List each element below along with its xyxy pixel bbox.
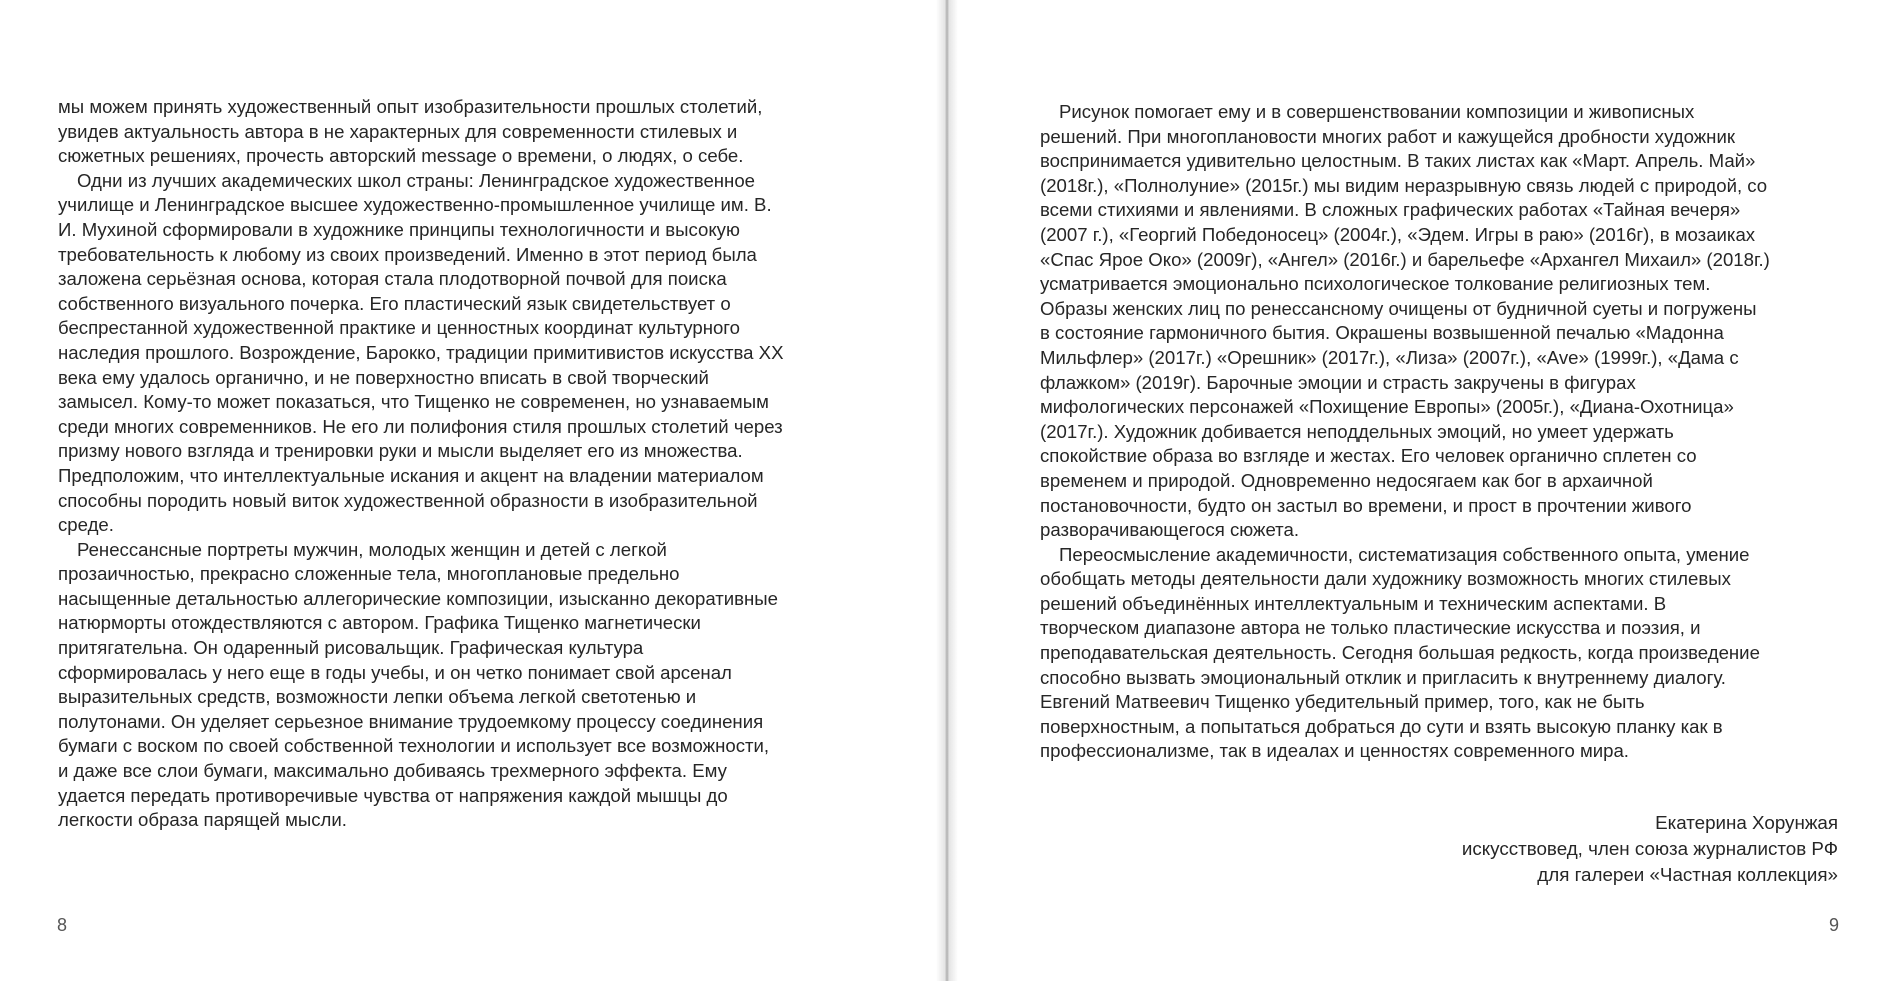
right-text-line: Рисунок помогает ему и в совершенствовании композиции и живописных: [1059, 101, 1695, 122]
right-text-line: постановочности, будто он застыл во времени, и прост в прочтении живого: [1040, 494, 1692, 516]
signature-block: [1278, 810, 1838, 888]
left-text-line: призму нового взгляда и тренировки руки и мысли выделяет его из множества.: [58, 440, 743, 462]
left-text-line: притягательна. Он одаренный рисовальщик. Графическая культура: [58, 637, 644, 659]
left-text-line: увидев актуальность автора в не характерных для современности стилевых и: [58, 120, 738, 142]
left-text-line: требовательность к любому из своих произведений. Именно в этот период была: [58, 243, 757, 265]
right-text-line: способно вызвать эмоциональный отклик и пригласить к внутреннему диалогу.: [1040, 666, 1726, 688]
right-page-text: [1040, 100, 1850, 764]
right-text-line: мифологических персонажей «Похищение Европы» (2005г.), «Диана-Охотница»: [1040, 396, 1734, 418]
page-number-right: 9: [1829, 915, 1840, 935]
right-text-line: (2017г.). Художник добивается неподдельных эмоций, но умеет удержать: [1040, 420, 1674, 442]
left-text-line: наследия прошлого. Возрождение, Барокко, традиции примитивистов искусства XX: [58, 341, 784, 363]
right-text-line: творческом диапазоне автора не только пластические искусства и поэзия, и: [1040, 617, 1701, 639]
right-text-line: решений объединённых интеллектуальным и техническим аспектами. В: [1040, 592, 1667, 614]
right-text-line: в состояние гармоничного бытия. Окрашены возвышенной печалью «Мадонна: [1040, 322, 1724, 344]
left-text-line: заложена серьёзная основа, которая стала плодотворной почвой для поиска: [58, 268, 727, 290]
author-affiliation: для галереи «Частная коллекция»: [1537, 864, 1838, 885]
left-text-line: сформировалась у него еще в годы учебы, и он четко понимает свой арсенал: [58, 661, 732, 683]
left-text-line: выразительных средств, возможности лепки объема легкой светотенью и: [58, 686, 697, 708]
left-text-line: Ренессансные портреты мужчин, молодых женщин и детей с легкой: [77, 538, 667, 560]
left-page: [0, 0, 946, 981]
right-text-line: решений. При многоплановости многих работ и кажущейся дробности художник: [1040, 125, 1735, 147]
right-text-line: Евгений Матвеевич Тищенко убедительный пример, того, как не быть: [1040, 691, 1645, 713]
left-text-line: века ему удалось органично, и не поверхностно вписать в свой творческий: [58, 366, 709, 388]
right-text-line: Образы женских лиц по ренессансному очищены от будничной суеты и погружены: [1040, 297, 1757, 319]
right-text-line: временем и природой. Одновременно недосягаем как бог в архаичной: [1040, 469, 1653, 491]
left-text-line: Одни из лучших академических школ страны: Ленинградское художественное: [77, 169, 756, 191]
left-text-line: среди многих современников. Не его ли полифония стиля прошлых столетий через: [58, 415, 783, 437]
right-text-line: преподавательская деятельность. Сегодня большая редкость, когда произведение: [1040, 642, 1760, 664]
left-text-line: И. Мухиной сформировали в художнике принципы технологичности и высокую: [58, 218, 740, 240]
left-text-line: среде.: [58, 514, 114, 536]
right-text-line: (2007 г.), «Георгий Победоносец» (2004г.), «Эдем. Игры в раю» (2016г), в мозаиках: [1040, 223, 1756, 245]
left-text-line: удается передать противоречивые чувства от напряжения каждой мышцы до: [58, 784, 728, 806]
left-text-line: сюжетных решениях, прочесть авторский message о времени, о людях, о себе.: [58, 145, 744, 167]
right-text-line: воспринимается удивительно целостным. В таких листах как «Март. Апрель. Май»: [1040, 150, 1756, 172]
left-text-line: Предположим, что интеллектуальные искания и акцент на владении материалом: [58, 464, 764, 486]
right-text-line: флажком» (2019г). Барочные эмоции и страсть закручены в фигурах: [1040, 371, 1636, 393]
right-text-line: (2018г.), «Полнолуние» (2015г.) мы видим неразрывную связь людей с природой, со: [1040, 174, 1768, 196]
right-text-line: спокойствие образа во взгляде и жестах. Его человек органично сплетен со: [1040, 445, 1697, 467]
right-text-line: поверхностным, а попытаться добраться до сути и взять высокую планку как в: [1040, 715, 1723, 737]
left-page-text: [58, 95, 858, 833]
left-text-line: способны породить новый виток художественной образности в изобразительной: [58, 489, 758, 511]
left-text-line: беспрестанной художественной практике и ценностных координат культурного: [58, 317, 741, 339]
left-text-line: полутонами. Он уделяет серьезное внимание трудоемкому процессу соединения: [58, 710, 764, 732]
book-gutter: [936, 0, 958, 981]
author-name: Екатерина Хорунжая: [1655, 812, 1838, 833]
right-text-line: профессионализме, так в идеалах и ценностях современного мира.: [1040, 740, 1629, 762]
left-text-line: замысел. Кому-то может показаться, что Тищенко не современен, но узнаваемым: [58, 391, 769, 413]
right-text-line: «Спас Ярое Око» (2009г), «Ангел» (2016г.) и барельефе «Архангел Михаил» (2018г.): [1040, 248, 1770, 270]
page-number-left: 8: [57, 915, 68, 935]
left-text-line: натюрморты отождествляются с автором. Графика Тищенко магнетически: [58, 612, 701, 634]
left-text-line: мы можем принять художественный опыт изобразительности прошлых столетий,: [58, 96, 763, 117]
right-text-line: обобщать методы деятельности дали художнику возможность многих стилевых: [1040, 568, 1731, 590]
left-text-line: насыщенные детальностью аллегорические композиции, изысканно декоративные: [58, 587, 778, 609]
right-text-line: усматривается эмоционально психологическое толкование религиозных тем.: [1040, 273, 1711, 295]
left-text-line: прозаичностью, прекрасно сложенные тела, многоплановые предельно: [58, 563, 680, 585]
right-text-line: всеми стихиями и явлениями. В сложных графических работах «Тайная вечеря»: [1040, 199, 1741, 221]
left-text-line: и даже все слои бумаги, максимально добиваясь трехмерного эффекта. Ему: [58, 760, 727, 782]
left-text-line: училище и Ленинградское высшее художественно-промышленное училище им. В.: [58, 194, 772, 216]
left-text-line: бумаги с воском по своей собственной технологии и использует все возможности,: [58, 735, 770, 757]
left-text-line: легкости образа парящей мысли.: [58, 809, 347, 831]
right-text-line: Мильфлер» (2017г.) «Орешник» (2017г.), «Лиза» (2007г.), «Ave» (1999г.), «Дама с: [1040, 346, 1739, 368]
author-title: искусствовед, член союза журналистов РФ: [1461, 838, 1838, 859]
left-text-line: собственного визуального почерка. Его пластический язык свидетельствует о: [58, 292, 731, 314]
right-text-line: Переосмысление академичности, систематизация собственного опыта, умение: [1059, 543, 1750, 565]
right-text-line: разворачивающегося сюжета.: [1040, 519, 1299, 541]
